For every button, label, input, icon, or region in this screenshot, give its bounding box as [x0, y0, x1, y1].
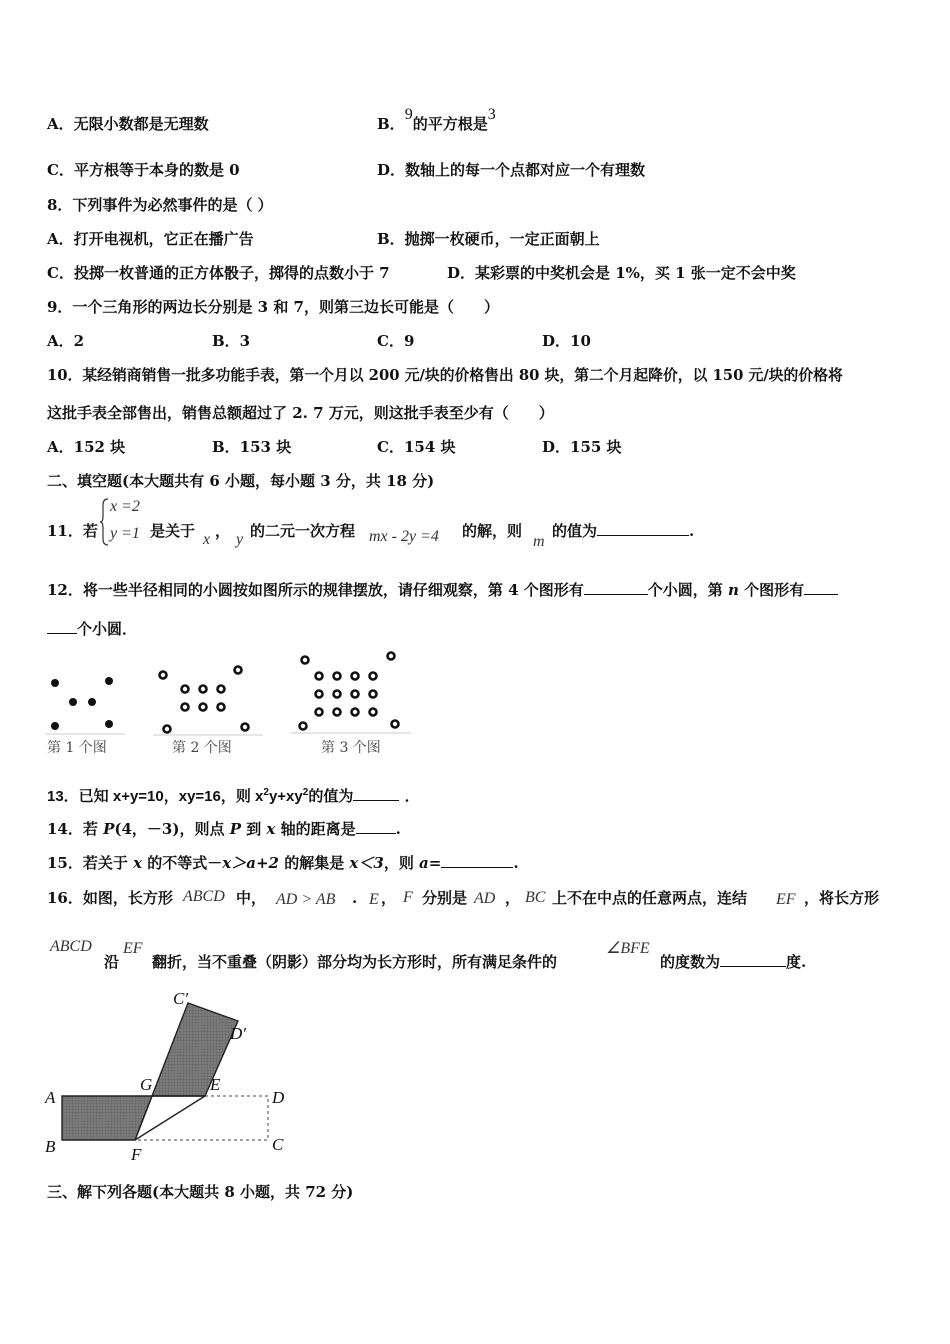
q11-equation: mx - 2y =4 [369, 528, 439, 545]
q8-stem: 8．下列事件为必然事件的是（ ） [47, 196, 273, 214]
q16-abcd-2: ABCD [50, 938, 92, 955]
brace-icon [100, 497, 110, 547]
q16-point-e: E [369, 891, 379, 908]
dashed-outline [135, 1096, 268, 1140]
q12-blank-2a [804, 580, 838, 595]
q12-blank-2b [47, 619, 77, 634]
shaded-rect-flipped [152, 1003, 238, 1096]
q16-condition: AD > AB [276, 891, 336, 908]
q11-text4: 的值为 . [552, 522, 695, 540]
q8-option-c: C．投掷一枚普通的正方体骰子，掷得的点数小于 7 [47, 264, 390, 282]
q13-line: 13．已知 x+y=10，xy=16，则 $x^2y+xy^2$的值为 ． [47, 787, 420, 805]
label-f: F [131, 1145, 142, 1164]
q8-option-a: A．打开电视机，它正在播广告 [47, 230, 254, 248]
q10-stem-line2: 这批手表全部售出，销售总额超过了 2. 7 万元，则这批手表至少有（ ） [47, 404, 554, 422]
q11-answer-blank [597, 521, 689, 536]
q7-option-a: A．无限小数都是无理数 [47, 115, 209, 133]
q16-text-fenbie: 分别是 [422, 889, 468, 907]
q10-option-c: C．154 块 [377, 438, 456, 456]
q16-comma-1: ， [381, 889, 397, 907]
q11-eq1: x =2 [110, 498, 140, 515]
q16-answer-line: 的度数为 度. [660, 953, 807, 971]
q16-point-f: F [403, 889, 413, 906]
q16-text-zhong: 中， [236, 889, 267, 907]
q8-option-b: B．抛掷一枚硬币，一定正面朝上 [377, 230, 600, 248]
q16-angle: ∠BFE [606, 940, 650, 957]
folded-rectangle-figure [40, 990, 300, 1170]
figure-3-caption: 第 3 个图 [321, 740, 381, 756]
q14-answer-blank [356, 819, 396, 834]
q9-option-a: A．2 [47, 332, 85, 350]
section-2-heading: 二、填空题(本大题共有 6 小题，每小题 3 分，共 18 分) [47, 472, 435, 490]
q11-text2: 的二元一次方程 [250, 522, 356, 540]
q14-line: 14．若 P(4，－3)，则点 P 到 x 轴的距离是 . [47, 820, 401, 838]
q10-option-b: B．153 块 [212, 438, 292, 456]
q11-var-y: y [236, 531, 244, 548]
q16-abcd: ABCD [183, 888, 225, 905]
q11-var-x: x [203, 531, 211, 548]
q15-answer-blank [441, 853, 513, 868]
q16-text-changfangxing: ，将长方形 [804, 889, 880, 907]
q15-line: 15．若关于 x 的不等式－x＞a+2 的解集是 x＜3，则 a= . [47, 854, 519, 872]
q10-option-a: A．152 块 [47, 438, 126, 456]
pattern-figure-3 [291, 650, 411, 735]
q11-text1: 是关于 [150, 522, 196, 540]
section-3-heading: 三、解下列各题(本大题共 8 小题，共 72 分) [47, 1183, 354, 1201]
q7-option-d: D．数轴上的每一个点都对应一个有理数 [377, 161, 646, 179]
label-d: D [272, 1088, 285, 1107]
q16-comma-2: ， [505, 889, 521, 907]
q11-comma: ， [215, 522, 231, 540]
circle-dots [51, 677, 113, 730]
q12-line2: 个小圆． [47, 619, 137, 639]
q11-label: 11．若 [47, 522, 98, 540]
q16-ef-2: EF [123, 940, 143, 957]
q8-option-d: D．某彩票的中奖机会是 1%，买 1 张一定不会中奖 [447, 264, 796, 282]
label-c-prime: C′ [173, 990, 189, 1008]
q16-answer-blank [720, 952, 786, 967]
q16-ef: EF [776, 891, 796, 908]
label-b: B [45, 1137, 56, 1156]
label-e: E [210, 1075, 221, 1094]
pattern-figure-1 [45, 668, 125, 738]
q11-eq2: y =1 [110, 525, 140, 542]
q10-stem-line1: 10．某经销商销售一批多功能手表，第一个月以 200 元/块的价格售出 80 块，第二个月起降价，以 150 元/块的价格将 [47, 367, 843, 384]
shaded-rect-left [62, 1096, 152, 1140]
q11-text3: 的解，则 [462, 522, 523, 540]
q11-var-m: m [533, 533, 545, 550]
q9-stem: 9．一个三角形的两边长分别是 3 和 7，则第三边长可能是（ ） [47, 298, 499, 316]
q12-blank-1 [584, 580, 648, 595]
label-d-prime: D′ [230, 1024, 246, 1043]
label-a: A [45, 1088, 56, 1107]
figure-1-caption: 第 1 个图 [47, 740, 107, 756]
q10-option-d: D．155 块 [542, 438, 622, 456]
q16-text-shang: 上不在中点的任意两点，连结 [552, 889, 748, 907]
figure-2-caption: 第 2 个图 [172, 740, 232, 756]
q16-bc: BC [525, 889, 546, 906]
q12-line1: 12．将一些半径相同的小圆按如图所示的规律摆放，请仔细观察，第 4 个图形有 个小圆，第 n 个图形有 [47, 580, 838, 600]
pattern-figure-2 [153, 660, 263, 740]
q13-answer-blank [353, 786, 399, 801]
q16-text-fanzhe: 翻折，当不重叠（阴影）部分均为长方形时，所有满足条件的 [152, 953, 558, 971]
label-c: C [272, 1135, 284, 1154]
q16-period: . [352, 889, 358, 907]
q9-option-d: D．10 [542, 332, 591, 350]
q7-option-b: B．9的平方根是3 [377, 106, 496, 133]
q16-label: 16．如图，长方形 [47, 889, 173, 907]
q9-option-b: B．3 [212, 332, 251, 350]
q9-option-c: C．9 [377, 332, 415, 350]
q16-ad: AD [474, 890, 496, 907]
label-g: G [140, 1075, 153, 1094]
q7-option-c: C．平方根等于本身的数是 0 [47, 161, 240, 179]
q16-text-yan: 沿 [104, 953, 120, 971]
